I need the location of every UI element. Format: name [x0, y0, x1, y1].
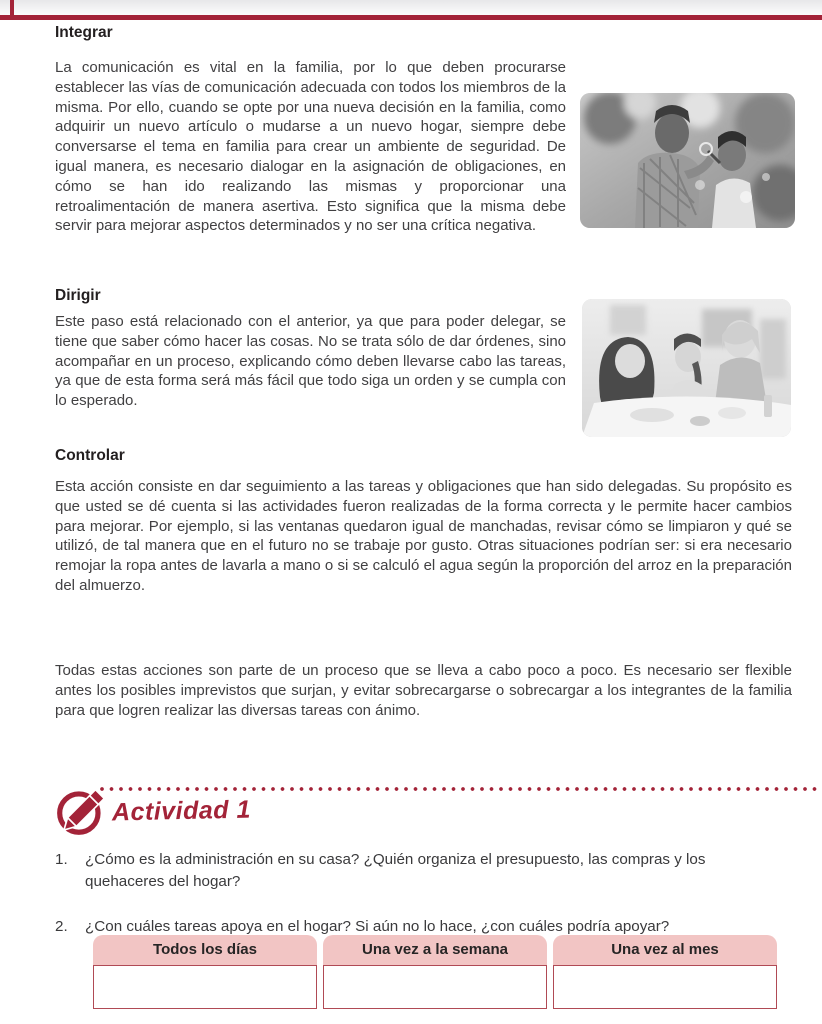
table-answer-cell	[323, 965, 547, 1009]
question-text: ¿Cómo es la administración en su casa? ¿Quién organiza el presupuesto, las compras y los quehaceres del hogar?	[85, 851, 706, 890]
photo-father-daughter-bubbles	[580, 93, 795, 228]
table-header-cell: Todos los días	[93, 935, 317, 965]
accent-corner-tick	[10, 0, 14, 15]
section-heading-integrar: Integrar	[55, 24, 113, 41]
table-answer-cell	[553, 965, 777, 1009]
page-top-edge	[0, 0, 822, 15]
accent-top-rule	[0, 15, 822, 20]
photo-illustration	[582, 299, 791, 437]
frequency-table	[93, 935, 777, 1009]
section-paragraph: La comunicación es vital en la familia, por lo que deben procurarse establecer las vías de comunicación adecuada con todos los miembros de la misma. Por ello, cuando se opte por una nueva decisión en la familia, como adquirir un nuevo artículo o mudarse a un nuevo hogar, siempre debe conversarse el tema en familia para crear un ambiente de seguridad. De igual manera, es necesario dialogar en la asignación de obligaciones, en cómo se han ido realizando las mismas y proporcionar una retroalimentación de manera asertiva. Esto significa que la misma debe servir para mejorar aspectos determinados y no ser una crítica negativa.	[55, 59, 566, 235]
section-heading-dirigir: Dirigir	[55, 287, 101, 304]
section-paragraph: Esta acción consiste en dar seguimiento a las tareas y obligaciones que han sido delegadas. Su propósito es que usted se dé cuenta si las actividades fueron realizadas de la forma correcta y le permite hacer cambios para mejorar. Por ejemplo, si las ventanas quedaron igual de manchadas, revisar cómo se limpiaron y qué se utilizó, de tal manera que en el futuro no se trabaje por gusto. Otras situaciones podrían ser: si era necesario remojar la ropa antes de lavarla a mano o si se calculó el agua según la proporción del arroz en la preparación del almuerzo.	[55, 478, 792, 594]
table-answer-cell	[93, 965, 317, 1009]
table-header-cell: Una vez a la semana	[323, 935, 547, 965]
pencil-circle-icon	[54, 784, 112, 838]
activity-title: Actividad 1	[111, 795, 252, 827]
section-paragraph: Todas estas acciones son parte de un proceso que se lleva a cabo poco a poco. Es necesario ser flexible antes los posibles imprevistos que surjan, y evitar sobrecargarse o sobrecargar a los integrantes de la familia para que logren realizar las diversas tareas con ánimo.	[55, 662, 792, 719]
section-paragraph: Este paso está relacionado con el anterior, ya que para poder delegar, se tiene que saber cómo hacer las cosas. No se trata sólo de dar órdenes, sino acompañar en un proceso, explicando cómo deben llevarse cabo las tareas, ya que de esta forma será más fácil que todo siga un orden y se cumpla con lo esperado.	[55, 313, 566, 410]
activity-question	[55, 849, 777, 892]
question-number: 2.	[55, 918, 68, 935]
table-header-cell: Una vez al mes	[553, 935, 777, 965]
photo-mother-daughters-cooking	[582, 299, 791, 437]
dotted-divider	[100, 787, 822, 791]
section-heading-controlar: Controlar	[55, 447, 125, 464]
question-text: ¿Con cuáles tareas apoya en el hogar? Si aún no lo hace, ¿con cuáles podría apoyar?	[85, 918, 670, 935]
photo-illustration	[580, 93, 795, 228]
question-number: 1.	[55, 851, 68, 868]
